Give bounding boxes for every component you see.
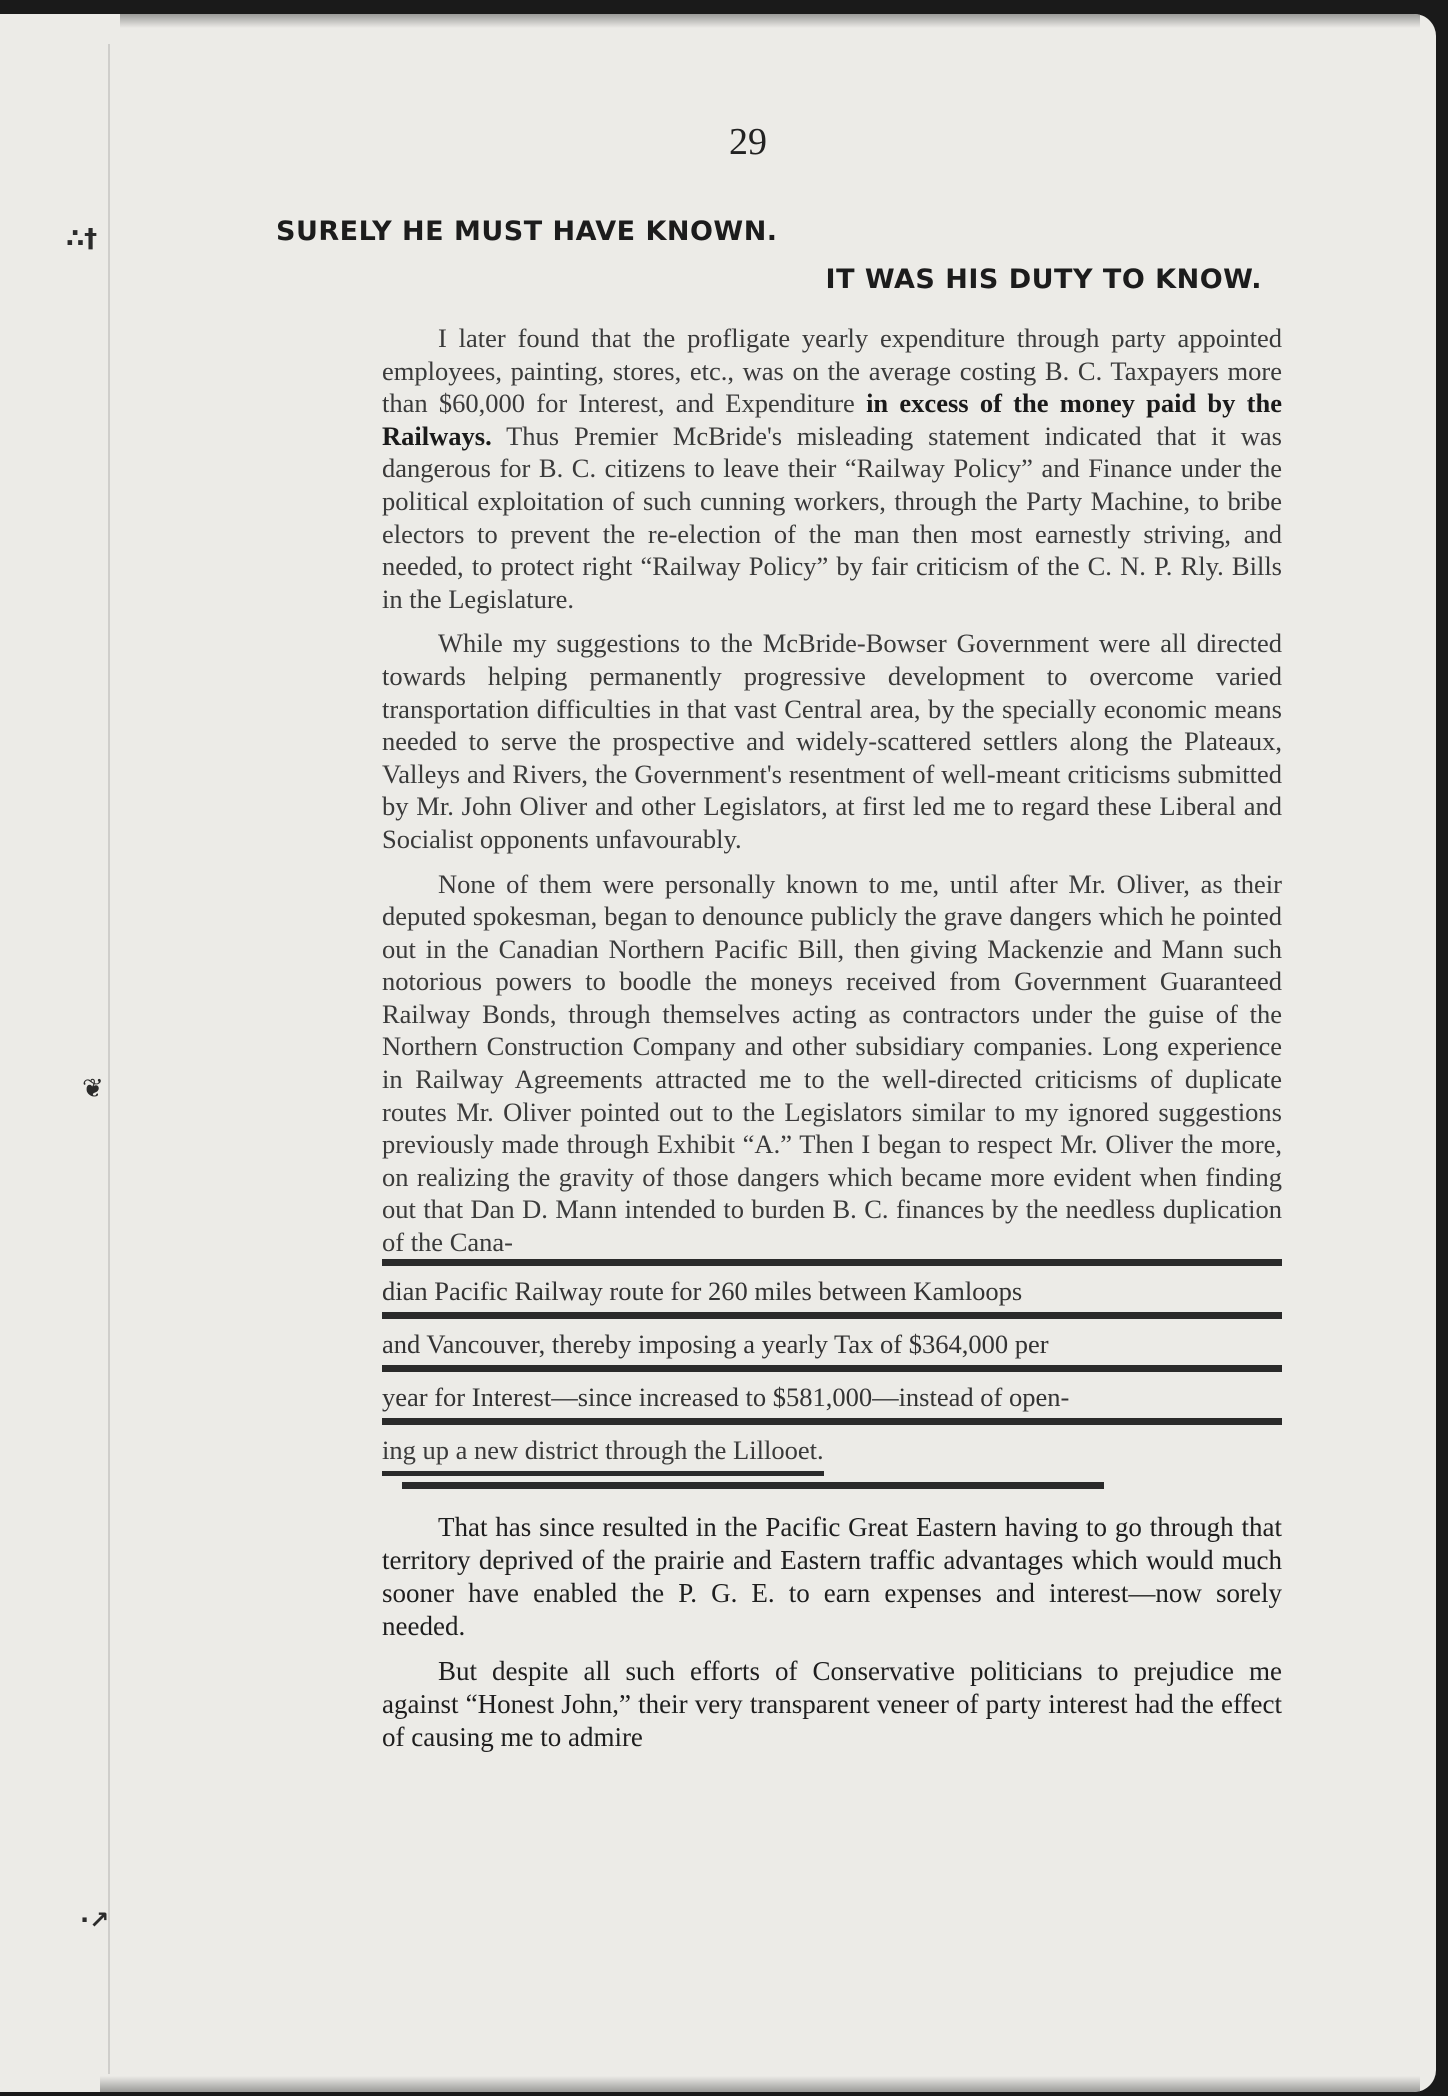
paragraph-3: None of them were personally known to me, until after Mr. Oliver, as their deputed spokesman, began to denounce publicly the grave dangers which he pointed out in the Canadian Northern Pacific Bill, then giving Mackenzie and Mann such notorious powers to boodle the moneys received from Government Guaranteed Railway Bonds, through themselves acting as contractors under the guise of the Northern Construction Company and other subsidiary companies. Long experience in Railway Agreements attracted me to the well-directed criticisms of duplicate routes Mr. Oliver pointed out to the Legislators similar to my ignored suggestions previously made through Exhibit “A.” Then I began to respect Mr. Oliver the more, on realizing the gravity of those dangers which became more evident when finding out that Dan D. Mann intended to burden B. C. finances by the needless duplication of the Cana-	[382, 868, 1282, 1258]
ruled-line-4-wrap	[382, 1425, 1282, 1476]
body-text	[382, 322, 1282, 1766]
margin-mark-bottom: ∙↗	[80, 1906, 110, 1934]
paragraph-2: While my suggestions to the McBride-Bowser Government were all directed towards helping permanently progressive development to overcome varied transportation difficulties in that vast Central area, by the specially economic means needed to serve the prospective and widely-scattered settlers along the Plateaux, Valleys and Rivers, the Government's resentment of well-meant criticisms submitted by Mr. John Oliver and other Legislators, at first led me to regard these Liberal and Socialist opponents unfavourably.	[382, 628, 1282, 854]
page-top-edge	[120, 14, 1420, 28]
heading-primary: SURELY HE MUST HAVE KNOWN.	[276, 216, 778, 247]
paragraph-1-text-b: Thus Premier McBride's misleading statement indicated that it was dangerous for B. C. citizens to leave their “Railway Policy” and Finance under the political exploitation of such cunning workers, through the Party Machine, to bribe electors to prevent the re-election of the man then most earnestly striving, and needed, to protect right “Railway Policy” by fair criticism of the C. N. P. Rly. Bills in the Legislature.	[382, 420, 1282, 614]
heading-secondary: IT WAS HIS DUTY TO KNOW.	[825, 264, 1262, 295]
paragraph-4: That has since resulted in the Pacific Great Eastern having to go through that territory deprived of the prairie and Eastern traffic advantages which would much sooner have enabled the P. G. E. to earn expenses and interest—now sorely needed.	[382, 1511, 1282, 1641]
ruled-line-3: year for Interest—since increased to $581,000—instead of open-	[382, 1372, 1282, 1425]
document-page	[0, 14, 1436, 2092]
page-bottom-edge	[100, 2076, 1420, 2092]
paragraph-1-bold: in excess of the money paid by the Railways.	[382, 388, 1283, 451]
margin-mark-top: ∴†	[66, 224, 98, 254]
ruled-line-2: and Vancouver, thereby imposing a yearly Tax of $364,000 per	[382, 1319, 1282, 1372]
binding-gutter	[108, 44, 110, 2074]
paragraph-1	[382, 322, 1282, 615]
ruled-underline	[402, 1482, 1104, 1489]
ruled-line-1: dian Pacific Railway route for 260 miles between Kamloops	[382, 1259, 1282, 1319]
page-number: 29	[729, 121, 767, 163]
margin-mark-middle: ❦	[82, 1074, 104, 1104]
paragraph-1-text-a: I later found that the profligate yearly expenditure through party appointed employees, painting, stores, etc., was on the average costing B. C. Taxpayers more than $60,000 for Interest, and Expenditure	[382, 323, 1282, 419]
paragraph-5: But despite all such efforts of Conservative politicians to prejudice me against “Honest John,” their very transparent veneer of party interest had the effect of causing me to admire	[382, 1655, 1282, 1752]
ruled-passage	[382, 1259, 1282, 1489]
ruled-line-4: ing up a new district through the Lillooet.	[382, 1433, 824, 1476]
